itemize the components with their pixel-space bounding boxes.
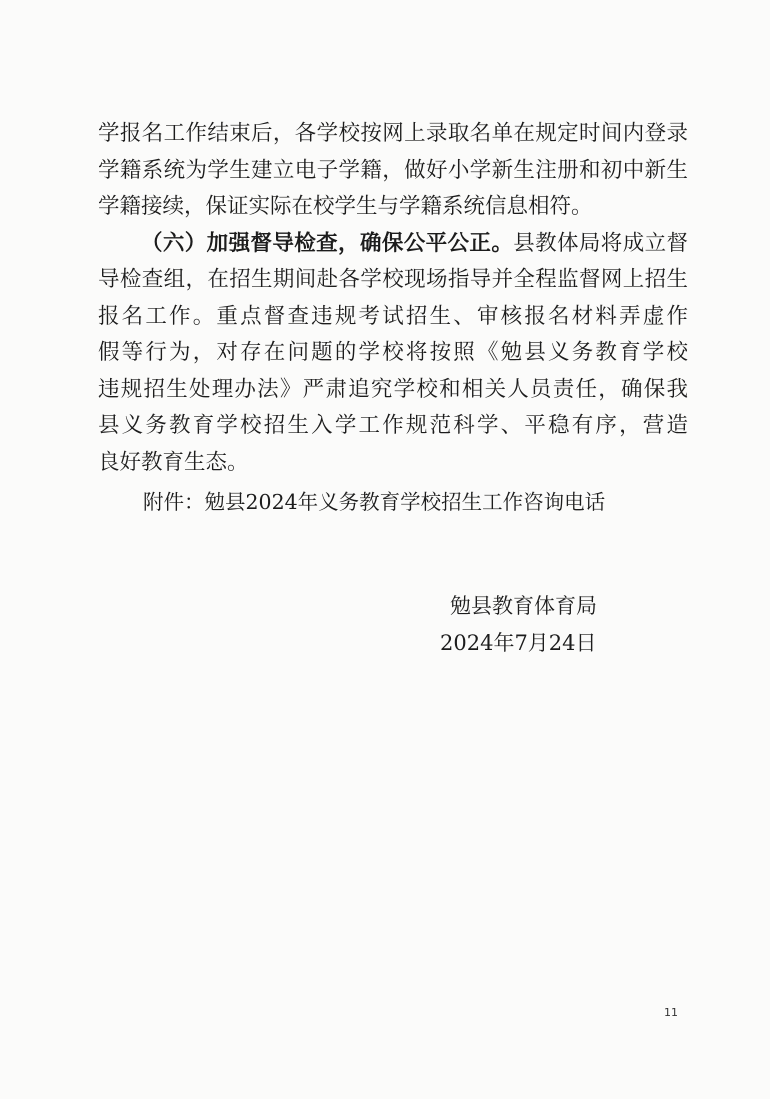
section-heading: （六）加强督导检查，确保公平公正。 bbox=[141, 230, 514, 256]
paragraph-1-line-2: 学籍系统为学生建立电子学籍，做好小学新生注册和初中新生 bbox=[98, 157, 688, 183]
page-number: 11 bbox=[664, 1006, 678, 1019]
signature-date: 2024年7月24日 bbox=[440, 631, 597, 655]
paragraph-2-line-1-rest: 县教体局将成立督 bbox=[513, 230, 688, 256]
paragraph-2-line-4: 假等行为，对存在问题的学校将按照《勉县义务教育学校 bbox=[98, 340, 688, 365]
paragraph-1-line-1: 学报名工作结束后，各学校按网上录取名单在规定时间内登录 bbox=[98, 121, 688, 146]
signature-block bbox=[440, 588, 620, 662]
paragraph-2-line-6: 县义务教育学校招生入学工作规范科学、平稳有序，营造 bbox=[98, 413, 688, 438]
paragraph-2-line-1 bbox=[98, 226, 688, 263]
paragraph-2-line-7: 良好教育生态。 bbox=[98, 449, 249, 475]
body-text bbox=[98, 116, 688, 481]
paragraph-1-line-3: 学籍接续，保证实际在校学生与学籍系统信息相符。 bbox=[98, 194, 593, 219]
signature-organization: 勉县教育体育局 bbox=[450, 594, 597, 618]
paragraph-2-line-3: 报名工作。重点督查违规考试招生、审核报名材料弄虚作 bbox=[98, 303, 688, 329]
paragraph-2-line-2: 导检查组，在招生期间赴各学校现场指导并全程监督网上招生 bbox=[98, 267, 688, 292]
paragraph-2-line-5: 违规招生处理办法》严肃追究学校和相关人员责任，确保我 bbox=[98, 376, 688, 402]
attachment-note: 附件：勉县2024年义务教育学校招生工作咨询电话 bbox=[143, 490, 606, 514]
